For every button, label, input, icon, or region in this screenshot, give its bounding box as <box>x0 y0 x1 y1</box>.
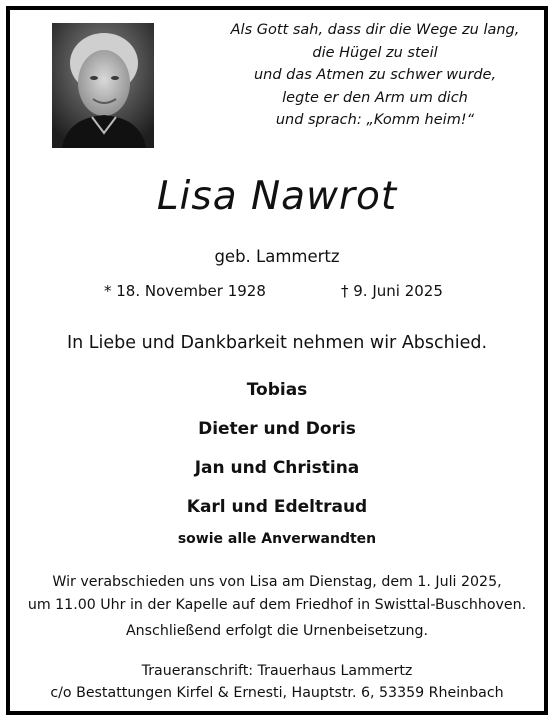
poem-line: und sprach: „Komm heim!“ <box>275 112 475 128</box>
service-info <box>10 571 544 643</box>
service-line: Wir verabschieden uns von Lisa am Dienstag, dem 1. Juli 2025, <box>52 574 502 590</box>
portrait-photo <box>52 23 154 148</box>
mourner-name: Dieter und Doris <box>198 419 356 439</box>
mourner-name: Tobias <box>246 380 308 400</box>
birth-date: * 18. November 1928 <box>104 282 266 300</box>
poem-line: Als Gott sah, dass dir die Wege zu lang, <box>230 22 520 38</box>
address-line: Traueranschrift: Trauerhaus Lammertz <box>141 663 413 679</box>
poem <box>210 19 540 132</box>
poem-line: die Hügel zu steil <box>312 44 438 61</box>
mourner-name: Jan und Christina <box>194 458 360 478</box>
service-line: Anschließend erfolgt die Urnenbeisetzung. <box>125 623 429 639</box>
poem-line: legte er den Arm um dich <box>282 89 468 106</box>
relatives-text: sowie alle Anverwandten <box>177 531 377 547</box>
born-name: geb. Lammertz <box>214 247 340 266</box>
service-line: um 11.00 Uhr in der Kapelle auf dem Friedhof in Swisttal-Buschhoven. <box>27 597 527 613</box>
address-line: c/o Bestattungen Kirfel & Ernesti, Hauptstr. 6, 53359 Rheinbach <box>50 685 504 701</box>
farewell-text: In Liebe und Dankbarkeit nehmen wir Abschied. <box>66 333 488 353</box>
death-date: † 9. Juni 2025 <box>341 282 443 300</box>
deceased-name: Lisa Nawrot <box>156 174 398 219</box>
mourning-address <box>10 660 544 704</box>
mourners-list <box>10 377 544 533</box>
mourner-name: Karl und Edeltraud <box>186 497 368 517</box>
obituary-notice <box>6 6 548 715</box>
poem-line: und das Atmen zu schwer wurde, <box>253 67 497 83</box>
